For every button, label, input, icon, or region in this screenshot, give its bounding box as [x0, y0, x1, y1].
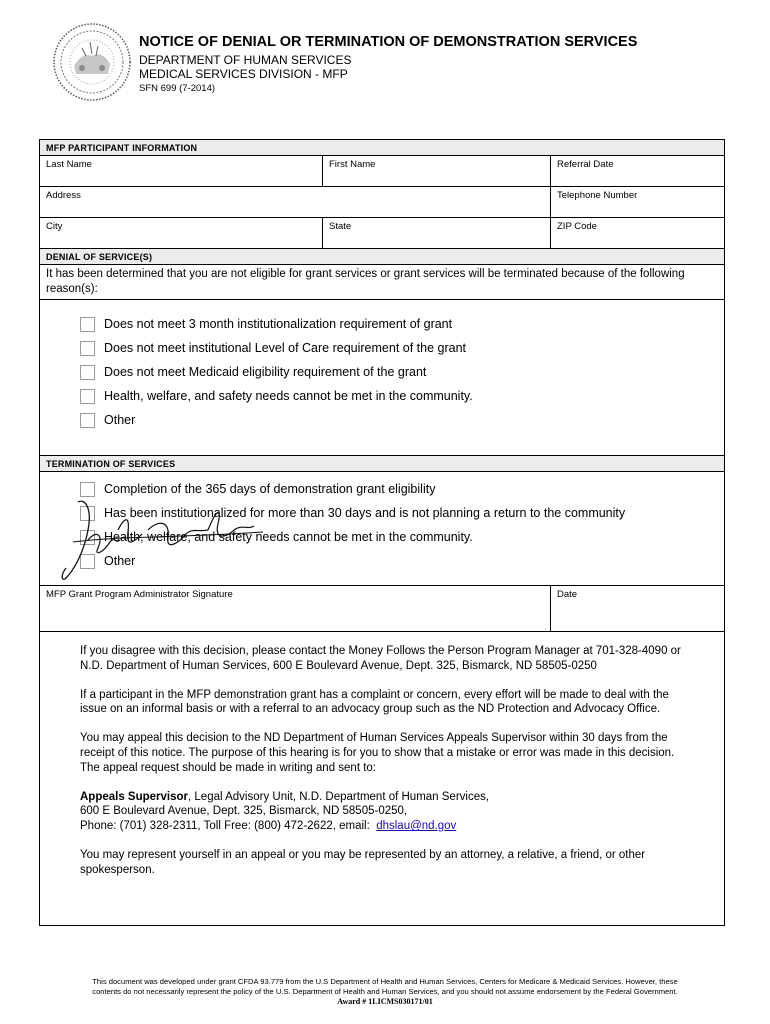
state-seal-icon [52, 22, 132, 102]
department-name: DEPARTMENT OF HUMAN SERVICES [139, 53, 352, 67]
denial-option[interactable]: Does not meet Medicaid eligibility requirement of the grant [40, 360, 724, 384]
signature-row [40, 585, 724, 631]
denial-option[interactable]: Health, welfare, and safety needs cannot be met in the community. [40, 384, 724, 408]
appeal-paragraph: You may appeal this decision to the ND Department of Human Services Appeals Supervisor within 30 days from the receipt of this notice. The purpose of this hearing is for you to show that a mistake or error was made in this decision. The appeal request should be made in writing and sent to: [80, 732, 675, 774]
last-name-field[interactable] [40, 156, 323, 186]
denial-option[interactable]: Other [40, 408, 724, 432]
checkbox[interactable] [80, 365, 95, 380]
first-name-label: First Name [329, 159, 376, 170]
instructions [40, 631, 724, 902]
footer-disclaimer-1: This document was developed under grant CFDA 93.779 from the U.S Department of Health and Human Services, Centers for Medicare & Medicaid Services. However, these [92, 977, 678, 986]
telephone-field[interactable] [551, 187, 724, 217]
footer-disclaimer-2: contents do not necessarily represent the policy of the U.S. Department of Health and Human Services, and you should not assume endorsement by the Federal Government. [92, 987, 678, 996]
last-name-label: Last Name [46, 159, 92, 170]
termination-option[interactable]: Health, welfare, and safety needs cannot be met in the community. [40, 525, 724, 549]
first-name-field[interactable] [323, 156, 551, 186]
address-row [40, 187, 724, 218]
address-label: Address [46, 190, 81, 201]
denial-options [40, 300, 724, 456]
state-field[interactable] [323, 218, 551, 248]
termination-options [40, 472, 724, 585]
participant-section-title: MFP PARTICIPANT INFORMATION [40, 140, 724, 156]
signature-field[interactable] [40, 586, 551, 631]
appeals-supervisor-label: Appeals Supervisor [80, 790, 189, 803]
checkbox[interactable] [80, 554, 95, 569]
name-row [40, 156, 724, 187]
checkbox[interactable] [80, 530, 95, 545]
complaint-paragraph: If a participant in the MFP demonstration grant has a complaint or concern, every effort will be made to deal with the issue on an informal basis or with a referral to an advocacy group such as the ND Protection and Advocacy Office. [80, 688, 669, 716]
form-header [139, 34, 637, 94]
termination-option[interactable]: Completion of the 365 days of demonstration grant eligibility [40, 477, 724, 501]
termination-option[interactable]: Other [40, 549, 724, 573]
checkbox[interactable] [80, 389, 95, 404]
denial-option[interactable]: Does not meet 3 month institutionalization requirement of grant [40, 312, 724, 336]
zip-label: ZIP Code [557, 221, 597, 232]
denial-option[interactable]: Does not meet institutional Level of Care requirement of the grant [40, 336, 724, 360]
appeals-address: Appeals Supervisor, Legal Advisory Unit, N.D. Department of Human Services, 600 E Boulevard Avenue, Dept. 325, Bismarck, ND 58505-0250, Phone: (701) 328-2311, Toll Free: (800) 472-2622, email: dhslau@nd.gov [80, 790, 490, 833]
footer [30, 977, 740, 1007]
termination-option[interactable]: Has been institutionalized for more than 30 days and is not planning a return to the community [40, 501, 724, 525]
checkbox[interactable] [80, 506, 95, 521]
checkbox[interactable] [80, 317, 95, 332]
date-field[interactable] [551, 586, 724, 631]
denial-intro: It has been determined that you are not eligible for grant services or grant services will be terminated because of the following reason(s): [40, 265, 724, 300]
address-field[interactable] [40, 187, 551, 217]
checkbox[interactable] [80, 341, 95, 356]
award-number: Award # 1LICMS030171/01 [337, 997, 433, 1006]
denial-section-title: DENIAL OF SERVICE(S) [40, 249, 724, 265]
date-label: Date [557, 589, 578, 600]
form-body [39, 139, 725, 926]
checkbox[interactable] [80, 413, 95, 428]
termination-section-title: TERMINATION OF SERVICES [40, 456, 724, 472]
zip-field[interactable] [551, 218, 724, 248]
contact-paragraph: If you disagree with this decision, please contact the Money Follows the Person Program Manager at 701-328-4090 or N.D. Department of Human Services, 600 E Boulevard Avenue, Dept. 325, Bismarck, ND 58505-0250 [80, 645, 681, 672]
form-title: NOTICE OF DENIAL OR TERMINATION OF DEMONSTRATION SERVICES [139, 34, 638, 50]
city-row [40, 218, 724, 249]
city-label: City [46, 221, 63, 232]
telephone-label: Telephone Number [557, 190, 638, 201]
checkbox[interactable] [80, 482, 95, 497]
referral-date-field[interactable] [551, 156, 724, 186]
city-field[interactable] [40, 218, 323, 248]
signature-label: MFP Grant Program Administrator Signature [46, 589, 233, 600]
representation-paragraph: You may represent yourself in an appeal or you may be represented by an attorney, a relative, a friend, or other spokesperson. [80, 848, 646, 876]
email-link[interactable]: dhslau@nd.gov [376, 820, 457, 833]
referral-date-label: Referral Date [557, 159, 614, 170]
division-name: MEDICAL SERVICES DIVISION - MFP [139, 67, 348, 81]
form-number: SFN 699 (7-2014) [139, 83, 216, 94]
state-label: State [329, 221, 352, 232]
